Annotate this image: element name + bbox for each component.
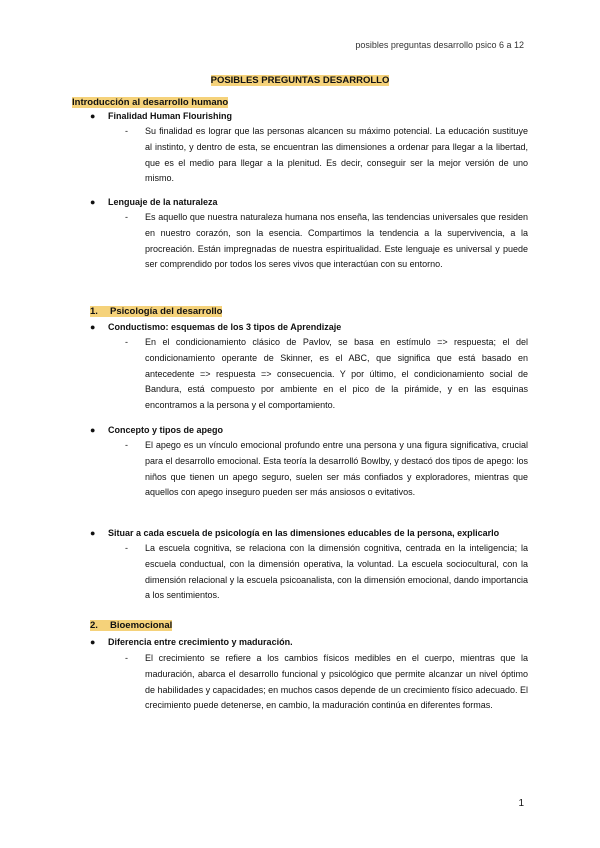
intro-heading-text: Introducción al desarrollo humano <box>72 97 229 108</box>
bullet-item <box>90 528 499 538</box>
dash-marker: - <box>125 653 128 663</box>
paragraph-text: La escuela cognitiva, se relaciona con la dimensión cognitiva, centrada en la inteligencia; la escuela conductual, con la dimensión operativa, la voluntad. La escuela sociocultural, con la dimensión relacional y la escuela psicoanalista, con la dimensión emocional, dando importancia a los sentimientos. <box>145 543 528 601</box>
section-2-heading <box>90 620 172 631</box>
bullet-dot: ● <box>90 425 96 435</box>
bullet-label: Lenguaje de la naturaleza <box>108 197 218 207</box>
paragraph-text: Su finalidad es lograr que las personas alcancen su máximo potencial. La educación sustituye al instinto, y dentro de esta, se encuentran las dimensiones a ordenar para llegar a la libertad, que es el medio para llegar a la plenitud. Es decir, conseguir ser la mejor versión de uno mismo. <box>145 126 528 184</box>
paragraph <box>125 438 528 501</box>
dash-marker: - <box>125 337 128 347</box>
bullet-item <box>90 111 232 121</box>
paragraph-text: El apego es un vínculo emocional profundo entre una persona y una figura significativa, crucial para el desarrollo emocional. Esta teoría la desarrolló Bowlby, y destacó dos tipos de apego: los niños que tienen un apego seguro, suelen ser más confiados y exploradores, mientras que aquellos con apego inseguro pueden ser más ansiosos o evitativos. <box>145 440 528 498</box>
dash-marker: - <box>125 440 128 450</box>
bullet-item <box>90 425 223 435</box>
paragraph-text: En el condicionamiento clásico de Pavlov, se basa en estímulo => respuesta; el del condicionamiento operante de Skinner, es el ABC, que significa que está basado en antecedente => respuesta => consecuencia. Y por último, el condicionamiento social de Bandura, está compuesto por ambiente en el pico de la pirámide, y en las esquinas encontramos a la persona y el comportamiento. <box>145 337 528 411</box>
paragraph-text: Es aquello que nuestra naturaleza humana nos enseña, las tendencias universales que residen en nuestro corazón, son la esencia. Compartimos la tendencia a la supervivencia, a la procreación. Están impregnadas de nuestra espiritualidad. Este lenguaje es universal y puede ser comprendido por todos los seres vivos que interactúan con su entorno. <box>145 212 528 270</box>
section-1-heading <box>90 306 222 317</box>
bullet-item <box>90 322 341 332</box>
bullet-dot: ● <box>90 197 96 207</box>
paragraph <box>125 541 528 604</box>
paragraph-text: El crecimiento se refiere a los cambios físicos medibles en el cuerpo, mientras que la maduración, abarca el desarrollo funcional y psicológico que permite alcanzar un nivel óptimo de habilidades y capacidades; en muchos casos depende de un crecimiento físico adecuado. El crecimiento puede detenerse, en cambio, la maduración continúa en diferentes formas. <box>145 653 528 711</box>
bullet-label: Situar a cada escuela de psicología en las dimensiones educables de la persona, explicarlo <box>108 528 500 538</box>
bullet-label: Diferencia entre crecimiento y maduración. <box>108 637 293 647</box>
document-title-text: POSIBLES PREGUNTAS DESARROLLO <box>210 75 390 86</box>
page-number: 1 <box>518 798 524 809</box>
intro-heading <box>72 97 228 108</box>
paragraph <box>125 335 528 414</box>
document-title <box>0 75 600 86</box>
running-header: posibles preguntas desarrollo psico 6 a 12 <box>355 40 524 50</box>
paragraph <box>125 651 528 714</box>
bullet-dot: ● <box>90 528 96 538</box>
dash-marker: - <box>125 543 128 553</box>
paragraph <box>125 124 528 187</box>
section-2-heading-text: 2. Bioemocional <box>90 620 173 631</box>
paragraph <box>125 210 528 273</box>
bullet-item <box>90 637 293 647</box>
bullet-label: Concepto y tipos de apego <box>108 425 224 435</box>
dash-marker: - <box>125 126 128 136</box>
bullet-label: Finalidad Human Flourishing <box>108 111 233 121</box>
section-1-heading-text: 1. Psicología del desarrollo <box>90 306 223 317</box>
bullet-dot: ● <box>90 637 96 647</box>
bullet-label: Conductismo: esquemas de los 3 tipos de Aprendizaje <box>108 322 342 332</box>
bullet-item <box>90 197 218 207</box>
bullet-dot: ● <box>90 111 96 121</box>
dash-marker: - <box>125 212 128 222</box>
bullet-dot: ● <box>90 322 96 332</box>
